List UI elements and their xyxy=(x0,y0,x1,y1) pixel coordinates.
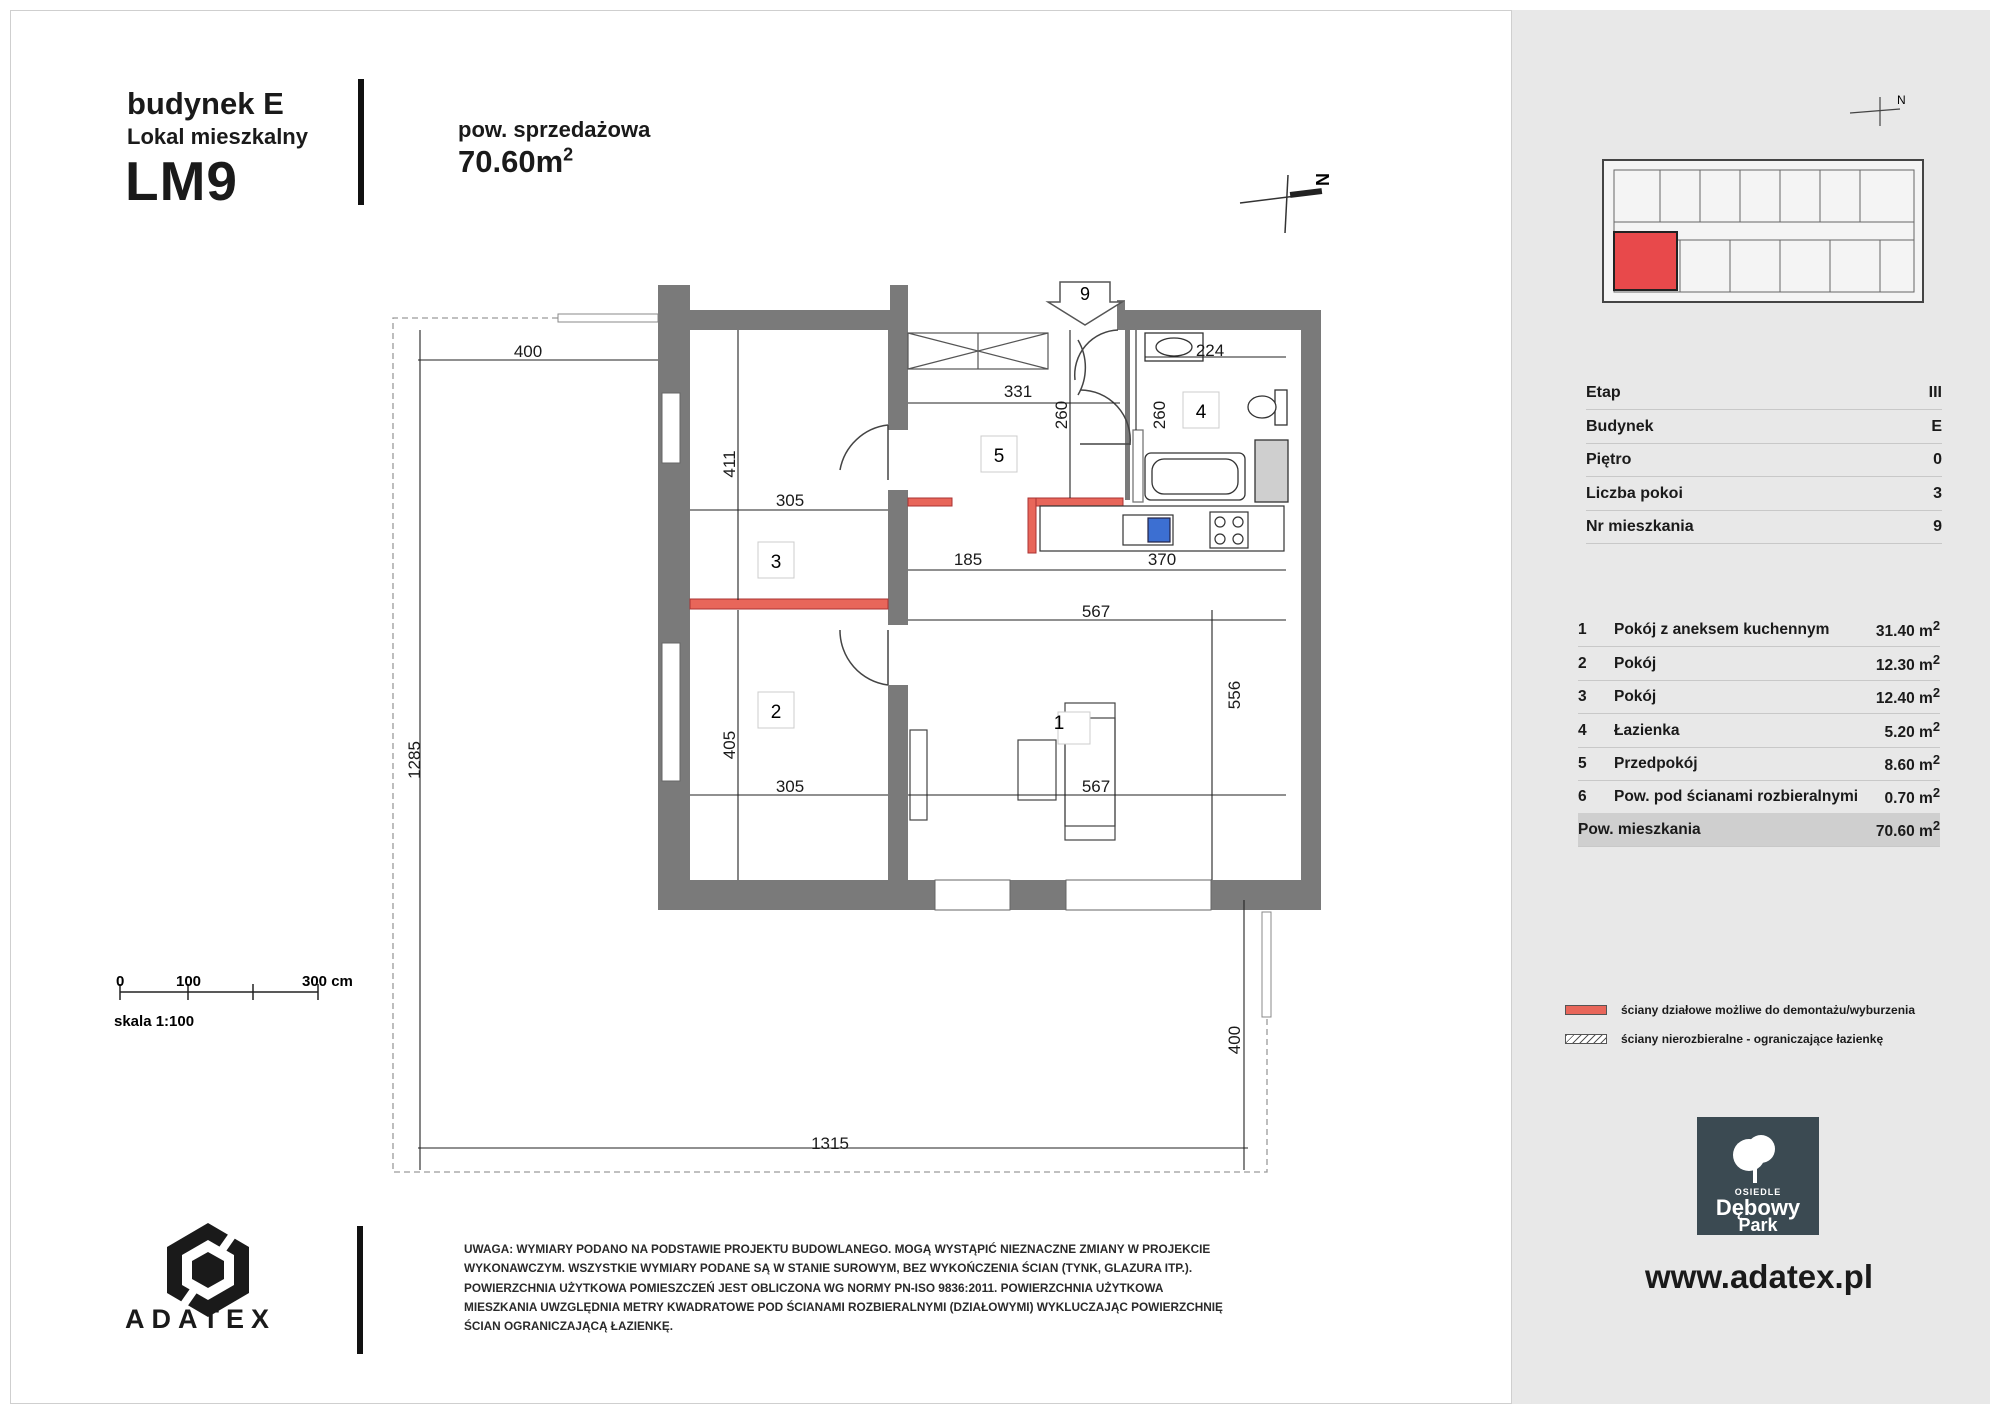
room-number: 2 xyxy=(1578,654,1587,672)
compass-mini xyxy=(1850,93,1906,126)
total-area-row xyxy=(1578,813,1940,847)
footer-divider xyxy=(357,1226,363,1354)
room-label-2: 2 xyxy=(770,702,782,723)
dim-terrace-height: 1285 xyxy=(405,741,424,779)
room-area: 5.20 $m^2$ xyxy=(1884,718,1940,742)
room-area: 31.40 $m^2$ xyxy=(1875,617,1940,641)
dim-hall-width: 331 xyxy=(1003,382,1033,401)
dim-bath-height: 260 xyxy=(1150,400,1169,430)
room-label-4: 4 xyxy=(1195,402,1207,423)
unit-code: LM9 xyxy=(125,150,238,212)
room-area: 12.30 $m^2$ xyxy=(1875,651,1940,675)
dim-terrace-right: 400 xyxy=(1225,1025,1244,1055)
room-area: 12.40 $m^2$ xyxy=(1875,684,1940,708)
room-row xyxy=(1578,613,1940,647)
wardrobe xyxy=(908,333,1048,369)
room-name: Pokój z aneksem kuchennym xyxy=(1614,620,1830,638)
room-label-3: 3 xyxy=(770,552,782,573)
dim-living-bottom: 567 xyxy=(1081,777,1111,796)
info-label: Piętro xyxy=(1586,450,1632,468)
dim-terrace-bottom: 1315 xyxy=(811,1134,849,1153)
sales-area-value: $70.60m^2$ xyxy=(458,144,574,179)
info-label: Etap xyxy=(1586,383,1621,401)
info-value: 0 xyxy=(1933,450,1942,468)
room-row xyxy=(1578,647,1940,681)
dim-bath-width: 224 xyxy=(1195,341,1225,360)
legend-swatch xyxy=(1565,1034,1607,1044)
room-number: 6 xyxy=(1578,787,1587,805)
info-row xyxy=(1586,410,1942,444)
room-label-5: 5 xyxy=(993,446,1005,467)
scale-tick-300: 300 cm xyxy=(302,973,353,990)
key-plan xyxy=(1603,160,1923,302)
estate-line3: Park xyxy=(1738,1215,1778,1235)
info-value: III xyxy=(1928,383,1942,401)
scale-tick-0: 0 xyxy=(116,973,125,990)
scale-bar xyxy=(120,984,318,1000)
total-area-label: Pow. mieszkania xyxy=(1578,820,1701,838)
walls xyxy=(658,285,1321,910)
room-area: 8.60 $m^2$ xyxy=(1884,751,1940,775)
compass-mini-north: N xyxy=(1897,93,1906,107)
total-area-value: 70.60 $m^2$ xyxy=(1875,817,1940,841)
legend-row xyxy=(1565,1003,1915,1017)
room-row xyxy=(1578,780,1940,814)
room-label-1: 1 xyxy=(1053,713,1065,734)
scale-label: skala 1:100 xyxy=(114,1013,195,1030)
info-value: E xyxy=(1931,417,1942,435)
room-number: 5 xyxy=(1578,754,1587,772)
room-name: Łazienka xyxy=(1614,721,1680,739)
room-row xyxy=(1578,680,1940,714)
terrace-railing-top xyxy=(558,314,658,322)
estate-line1: OSIEDLE xyxy=(1734,1187,1782,1197)
room-area: 0.70 $m^2$ xyxy=(1884,784,1940,808)
dim-terrace-top: 400 xyxy=(513,342,543,361)
info-row xyxy=(1586,443,1942,477)
adatex-logo-icon xyxy=(167,1223,249,1317)
debowy-park-logo xyxy=(1697,1117,1819,1235)
estate-line2: Dębowy xyxy=(1715,1195,1801,1220)
room-row xyxy=(1578,747,1940,781)
building-label: budynek E xyxy=(127,86,284,121)
legend-text: ściany nierozbieralne - ograniczające łazienkę xyxy=(1621,1032,1884,1046)
dim-living-top: 567 xyxy=(1081,602,1111,621)
dim-living-height: 556 xyxy=(1225,680,1244,710)
kitchen-counter xyxy=(1040,506,1284,551)
legend-row xyxy=(1565,1032,1883,1046)
dim-kitchen-right: 370 xyxy=(1147,550,1177,569)
room-name: Pokój xyxy=(1614,687,1657,705)
room-row xyxy=(1578,714,1940,748)
dim-room2-height: 405 xyxy=(720,730,739,760)
room-name: Pow. pod ścianami rozbieralnymi xyxy=(1614,787,1859,805)
terrace-railing-right xyxy=(1262,912,1271,1017)
entrance-number: 9 xyxy=(1079,284,1091,304)
dim-room2-width: 305 xyxy=(775,777,805,796)
tree-icon xyxy=(1697,1117,1819,1187)
info-value: 3 xyxy=(1933,484,1942,502)
scale-tick-100: 100 xyxy=(176,973,202,990)
unit-type-label: Lokal mieszkalny xyxy=(127,124,308,149)
room-number: 1 xyxy=(1578,620,1587,638)
dim-kitchen-left: 185 xyxy=(953,550,983,569)
dim-room3-height: 411 xyxy=(720,450,739,478)
compass-north-label: N xyxy=(1313,173,1333,186)
dim-room3-width: 305 xyxy=(775,491,805,510)
info-label: Budynek xyxy=(1586,417,1654,435)
info-row xyxy=(1586,376,1942,410)
website-link[interactable]: www.adatex.pl xyxy=(1645,1258,1874,1295)
adatex-wordmark: ADATEX xyxy=(125,1304,277,1334)
info-label: Liczba pokoi xyxy=(1586,484,1683,502)
dim-hall-height: 260 xyxy=(1052,400,1071,430)
info-value: 9 xyxy=(1933,517,1942,535)
room-number: 3 xyxy=(1578,687,1587,705)
legend-text: ściany działowe możliwe do demontażu/wyburzenia xyxy=(1621,1003,1916,1017)
info-label: Nr mieszkania xyxy=(1586,517,1694,535)
info-row xyxy=(1586,510,1942,544)
sales-area-label: pow. sprzedażowa xyxy=(458,117,651,142)
room-number: 4 xyxy=(1578,721,1587,739)
info-row xyxy=(1586,477,1942,511)
compass-main xyxy=(1240,173,1333,233)
room-name: Przedpokój xyxy=(1614,754,1698,772)
entrance-arrow xyxy=(1048,282,1122,325)
dimensions-notice: UWAGA: WYMIARY PODANO NA PODSTAWIE PROJEKTU BUDOWLANEGO. MOGĄ WYSTĄPIĆ NIEZNACZNE ZMIANY W PROJEKCIE WYKONAWCZYM. WSZYSTKIE WYMIARY PODANE SĄ W STANIE SUROWYM, BEZ WYKOŃCZENIA ŚCIAN (TYNK, GLAZURA ITP.). POWIERZCHNIA UŻYTKOWA POMIESZCZEŃ JEST OBLICZONA WG NORMY PN-ISO 9836:2011. POWIERZCHNIA UŻYTKOWA MIESZKANIA UWZGLĘDNIA METRY KWADRATOWE POD ŚCIANAMI ROZBIERALNYMI (DZIAŁOWYMI) WYKLUCZAJĄC POWIERZCHNIĘ ŚCIAN OGRANICZAJĄCĄ ŁAZIENKĘ. xyxy=(464,1242,1223,1334)
room-name: Pokój xyxy=(1614,654,1657,672)
legend-swatch xyxy=(1565,1005,1607,1015)
